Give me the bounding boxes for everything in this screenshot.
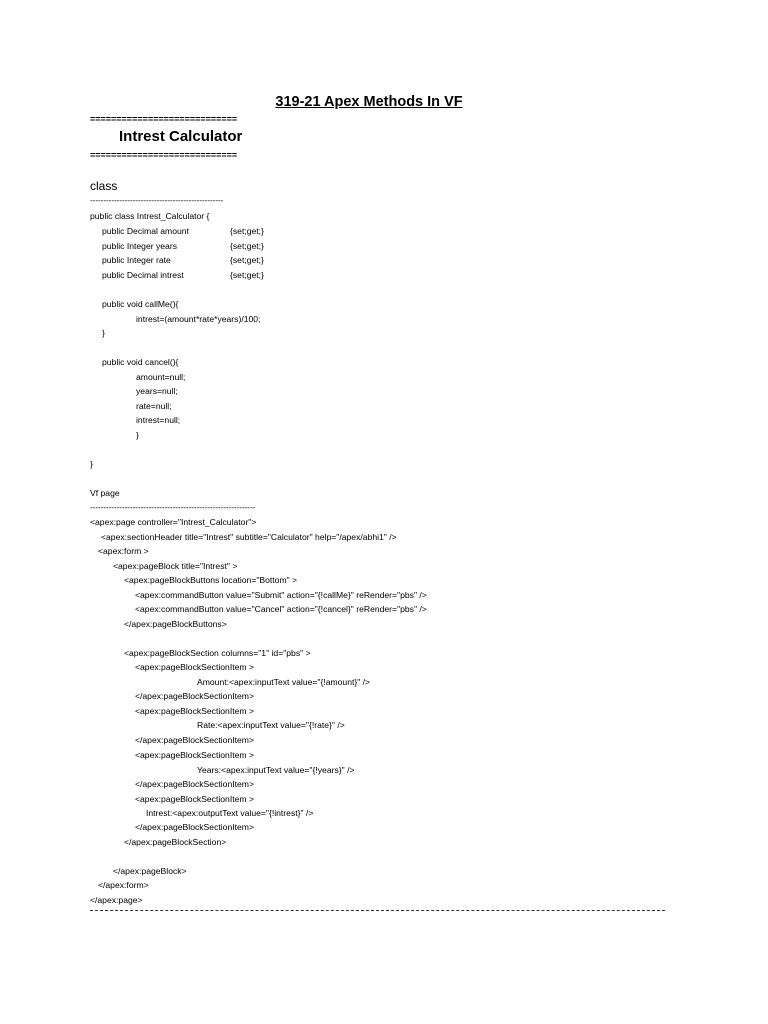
rule-top: ============================ (90, 114, 238, 124)
code-line: {set;get;} (230, 270, 264, 280)
code-line: {set;get;} (230, 241, 264, 251)
rule-bottom: ============================ (90, 150, 238, 160)
code-line: } (90, 459, 93, 469)
bottom-divider (90, 910, 665, 911)
code-line: <apex:commandButton value="Submit" action="{!callMe}" reRender="pbs" /> (135, 590, 427, 600)
class-heading: class (90, 179, 118, 193)
code-line: years=null; (136, 386, 178, 396)
subtitle: Intrest Calculator (119, 128, 243, 145)
code-line: <apex:pageBlockSectionItem > (135, 706, 254, 716)
code-line: public void cancel(){ (102, 357, 179, 367)
code-line: } (136, 430, 139, 440)
code-line: {set;get;} (230, 255, 264, 265)
code-line: <apex:pageBlockSection columns="1" id="pbs" > (124, 648, 311, 658)
code-line: public void callMe(){ (102, 299, 179, 309)
code-line: public Decimal amount (102, 226, 189, 236)
code-line: </apex:pageBlockSection> (124, 837, 227, 847)
class-separator: -------------------------------------------------- (90, 196, 224, 205)
vf-heading: Vf page (90, 488, 120, 498)
code-line: intrest=null; (136, 415, 181, 425)
code-line: <apex:page controller="Intrest_Calculator"> (90, 517, 257, 527)
code-line: </apex:pageBlockSectionItem> (135, 735, 254, 745)
code-line: </apex:pageBlockSectionItem> (135, 691, 254, 701)
code-line: </apex:pageBlockSectionItem> (135, 779, 254, 789)
code-line: </apex:form> (98, 880, 149, 890)
vf-separator: -------------------------------------------------------------- (90, 503, 256, 512)
code-line: </apex:page> (90, 895, 143, 905)
code-line: public Integer rate (102, 255, 171, 265)
code-line: Years:<apex:inputText value="{!years}" /> (197, 765, 355, 775)
code-line: rate=null; (136, 401, 172, 411)
code-line: <apex:sectionHeader title="Intrest" subtitle="Calculator" help="/apex/abhi1" /> (101, 532, 397, 542)
code-line: intrest=(amount*rate*years)/100; (136, 314, 261, 324)
code-line: <apex:commandButton value="Cancel" action="{!cancel}" reRender="pbs" /> (135, 604, 427, 614)
code-line: <apex:pageBlock title="Intrest" > (113, 561, 238, 571)
code-line: </apex:pageBlock> (113, 866, 187, 876)
code-line: <apex:pageBlockSectionItem > (135, 794, 254, 804)
code-line: public Integer years (102, 241, 177, 251)
code-line: Amount:<apex:inputText value="{!amount}" /> (197, 677, 371, 687)
code-line: <apex:form > (98, 546, 149, 556)
code-line: } (102, 328, 105, 338)
code-line: <apex:pageBlockSectionItem > (135, 662, 254, 672)
code-line: {set;get;} (230, 226, 264, 236)
code-line: <apex:pageBlockButtons location="Bottom" > (124, 575, 298, 585)
code-line: Rate:<apex:inputText value="{!rate}" /> (197, 720, 345, 730)
code-line: public class Intrest_Calculator { (90, 211, 210, 221)
code-line: </apex:pageBlockButtons> (124, 619, 227, 629)
code-line: </apex:pageBlockSectionItem> (135, 822, 254, 832)
code-line: Intrest:<apex:outputText value="{!intrest}" /> (146, 808, 314, 818)
page-title: 319-21 Apex Methods In VF (275, 94, 463, 110)
code-line: <apex:pageBlockSectionItem > (135, 750, 254, 760)
code-line: public Decimal intrest (102, 270, 184, 280)
code-line: amount=null; (136, 372, 186, 382)
